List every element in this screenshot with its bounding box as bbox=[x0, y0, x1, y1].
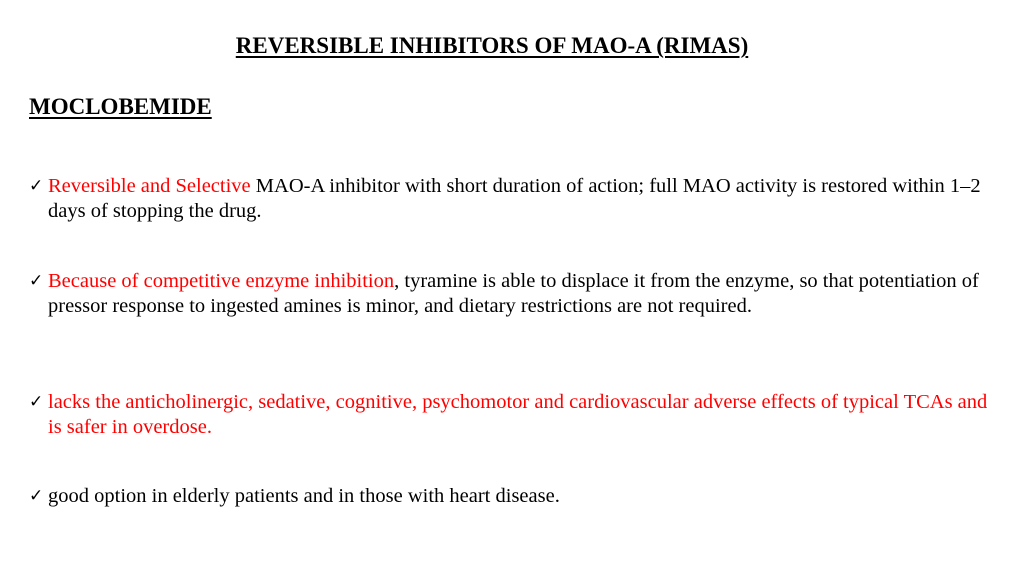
bullet-highlight: lacks the anticholinergic, sedative, cognitive, psychomotor and cardiovascular adverse effects of typical TCAs and is safer in overdose. bbox=[48, 391, 988, 438]
slide-title: REVERSIBLE INHIBITORS OF MAO-A (RIMAS) bbox=[235, 33, 749, 58]
checkmark-icon: ✓ bbox=[29, 392, 44, 412]
bullet-item-competitive-inhibition bbox=[29, 269, 989, 318]
checkmark-icon: ✓ bbox=[29, 176, 44, 196]
bullet-text: MAO-A inhibitor with short duration of action; full MAO activity is restored within 1–2 days of stopping the drug. bbox=[48, 175, 981, 222]
bullet-text: good option in elderly patients and in those with heart disease. bbox=[48, 485, 560, 507]
bullet-item-elderly bbox=[29, 484, 989, 509]
checkmark-icon: ✓ bbox=[29, 271, 44, 291]
bullet-highlight: Because of competitive enzyme inhibition bbox=[48, 270, 395, 292]
bullet-item-adverse-effects bbox=[29, 390, 989, 439]
checkmark-icon: ✓ bbox=[29, 486, 44, 506]
bullet-highlight: Reversible and Selective bbox=[48, 175, 251, 197]
drug-name-heading: MOCLOBEMIDE bbox=[29, 94, 212, 119]
bullet-item-reversibility bbox=[29, 174, 989, 223]
bullet-text: , tyramine is able to displace it from the enzyme, so that potentiation of pressor response to ingested amines is minor, and dietary restrictions are not required. bbox=[48, 270, 979, 317]
